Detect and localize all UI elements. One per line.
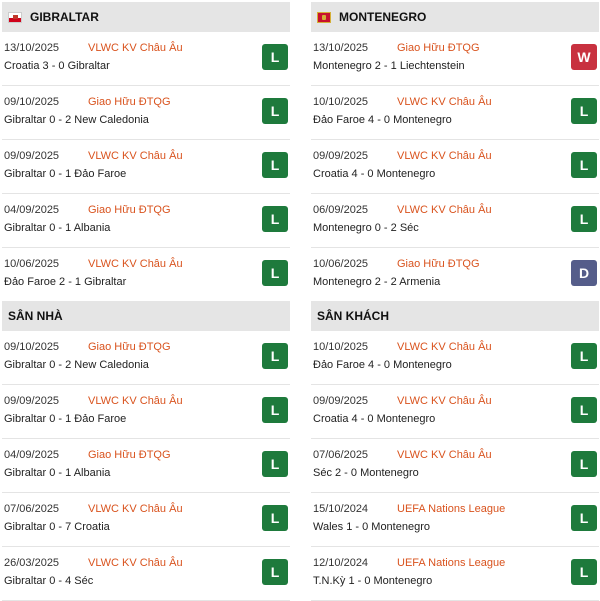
match-score: Croatia 3 - 0 Gibraltar: [4, 60, 110, 72]
match-score: T.N.Kỳ 1 - 0 Montenegro: [313, 575, 433, 587]
match-date: 06/09/2025: [313, 204, 369, 216]
match-date: 04/09/2025: [4, 449, 60, 461]
result-badge: L: [571, 397, 597, 423]
match-date: 13/10/2025: [4, 42, 60, 54]
section-title: MONTENEGRO: [339, 10, 427, 24]
competition-link[interactable]: VLWC KV Châu Âu: [88, 42, 183, 54]
match-date: 09/09/2025: [4, 395, 60, 407]
match-list: [2, 331, 290, 601]
gibraltar-flag-icon: [8, 12, 22, 23]
match-row[interactable]: [311, 547, 599, 601]
match-score: Gibraltar 0 - 1 Đảo Faroe: [4, 168, 127, 180]
match-date: 13/10/2025: [313, 42, 369, 54]
result-badge: L: [262, 397, 288, 423]
match-score: Gibraltar 0 - 2 New Caledonia: [4, 114, 149, 126]
match-score: Croatia 4 - 0 Montenegro: [313, 168, 436, 180]
result-badge: L: [262, 451, 288, 477]
competition-link[interactable]: VLWC KV Châu Âu: [397, 204, 492, 216]
result-badge: L: [571, 559, 597, 585]
match-row[interactable]: [2, 493, 290, 547]
match-date: 10/10/2025: [313, 96, 369, 108]
section-header: [2, 2, 290, 32]
section-title: SÂN KHÁCH: [317, 309, 389, 323]
match-date: 10/06/2025: [313, 258, 369, 270]
match-row[interactable]: [311, 140, 599, 194]
section-header: [2, 301, 290, 331]
result-badge: L: [571, 98, 597, 124]
match-list: [2, 32, 290, 302]
match-list: [311, 32, 599, 302]
result-badge: L: [262, 152, 288, 178]
competition-link[interactable]: VLWC KV Châu Âu: [88, 557, 183, 569]
section-header: [311, 301, 599, 331]
match-row[interactable]: [2, 331, 290, 385]
home-section: [2, 301, 290, 601]
result-badge: W: [571, 44, 597, 70]
section-title: GIBRALTAR: [30, 10, 99, 24]
match-date: 26/03/2025: [4, 557, 60, 569]
match-row[interactable]: [311, 194, 599, 248]
competition-link[interactable]: Giao Hữu ĐTQG: [88, 96, 171, 108]
competition-link[interactable]: Giao Hữu ĐTQG: [397, 258, 480, 270]
match-row[interactable]: [2, 194, 290, 248]
result-badge: L: [262, 505, 288, 531]
match-date: 09/10/2025: [4, 341, 60, 353]
match-date: 09/09/2025: [313, 395, 369, 407]
competition-link[interactable]: UEFA Nations League: [397, 503, 506, 515]
match-score: Gibraltar 0 - 7 Croatia: [4, 521, 110, 533]
match-date: 10/10/2025: [313, 341, 369, 353]
result-badge: L: [262, 98, 288, 124]
match-date: 09/09/2025: [313, 150, 369, 162]
competition-link[interactable]: VLWC KV Châu Âu: [88, 258, 183, 270]
match-date: 04/09/2025: [4, 204, 60, 216]
result-badge: L: [571, 152, 597, 178]
match-list: [311, 331, 599, 601]
result-badge: L: [571, 451, 597, 477]
match-score: Đảo Faroe 4 - 0 Montenegro: [313, 114, 452, 126]
gibraltar-section: [2, 2, 290, 302]
match-score: Gibraltar 0 - 2 New Caledonia: [4, 359, 149, 371]
match-score: Montenegro 0 - 2 Séc: [313, 222, 419, 234]
result-badge: L: [571, 505, 597, 531]
match-date: 07/06/2025: [4, 503, 60, 515]
match-score: Wales 1 - 0 Montenegro: [313, 521, 430, 533]
competition-link[interactable]: VLWC KV Châu Âu: [397, 449, 492, 461]
section-header: [311, 2, 599, 32]
competition-link[interactable]: Giao Hữu ĐTQG: [88, 341, 171, 353]
result-badge: L: [262, 44, 288, 70]
section-title: SÂN NHÀ: [8, 309, 63, 323]
result-badge: L: [262, 343, 288, 369]
match-row[interactable]: [2, 248, 290, 302]
match-row[interactable]: [311, 248, 599, 302]
match-row[interactable]: [311, 331, 599, 385]
competition-link[interactable]: VLWC KV Châu Âu: [397, 150, 492, 162]
match-date: 07/06/2025: [313, 449, 369, 461]
match-score: Montenegro 2 - 2 Armenia: [313, 276, 441, 288]
match-score: Đảo Faroe 4 - 0 Montenegro: [313, 359, 452, 371]
match-date: 09/10/2025: [4, 96, 60, 108]
match-score: Croatia 4 - 0 Montenegro: [313, 413, 436, 425]
match-score: Gibraltar 0 - 1 Albania: [4, 467, 111, 479]
match-score: Gibraltar 0 - 1 Albania: [4, 222, 111, 234]
match-date: 10/06/2025: [4, 258, 60, 270]
away-section: [311, 301, 599, 601]
result-badge: L: [262, 260, 288, 286]
result-badge: L: [571, 343, 597, 369]
match-row[interactable]: [311, 493, 599, 547]
match-row[interactable]: [311, 439, 599, 493]
match-score: Gibraltar 0 - 4 Séc: [4, 575, 94, 587]
competition-link[interactable]: VLWC KV Châu Âu: [88, 395, 183, 407]
competition-link[interactable]: Giao Hữu ĐTQG: [88, 204, 171, 216]
match-row[interactable]: [2, 547, 290, 601]
match-row[interactable]: [311, 385, 599, 439]
match-row[interactable]: [2, 32, 290, 86]
match-row[interactable]: [2, 385, 290, 439]
match-row[interactable]: [2, 86, 290, 140]
competition-link[interactable]: VLWC KV Châu Âu: [397, 395, 492, 407]
competition-link[interactable]: VLWC KV Châu Âu: [88, 150, 183, 162]
match-date: 12/10/2024: [313, 557, 369, 569]
montenegro-flag-icon: [317, 12, 331, 23]
competition-link[interactable]: VLWC KV Châu Âu: [88, 503, 183, 515]
match-date: 09/09/2025: [4, 150, 60, 162]
competition-link[interactable]: VLWC KV Châu Âu: [397, 341, 492, 353]
competition-link[interactable]: UEFA Nations League: [397, 557, 506, 569]
match-score: Séc 2 - 0 Montenegro: [313, 467, 419, 479]
match-score: Gibraltar 0 - 1 Đảo Faroe: [4, 413, 127, 425]
match-date: 15/10/2024: [313, 503, 369, 515]
competition-link[interactable]: Giao Hữu ĐTQG: [397, 42, 480, 54]
match-row[interactable]: [311, 86, 599, 140]
montenegro-section: [311, 2, 599, 302]
result-badge: D: [571, 260, 597, 286]
competition-link[interactable]: VLWC KV Châu Âu: [397, 96, 492, 108]
match-row[interactable]: [2, 140, 290, 194]
match-score: Montenegro 2 - 1 Liechtenstein: [313, 60, 465, 72]
match-score: Đảo Faroe 2 - 1 Gibraltar: [4, 276, 127, 288]
match-row[interactable]: [2, 439, 290, 493]
result-badge: L: [262, 206, 288, 232]
result-badge: L: [262, 559, 288, 585]
result-badge: L: [571, 206, 597, 232]
competition-link[interactable]: Giao Hữu ĐTQG: [88, 449, 171, 461]
match-row[interactable]: [311, 32, 599, 86]
